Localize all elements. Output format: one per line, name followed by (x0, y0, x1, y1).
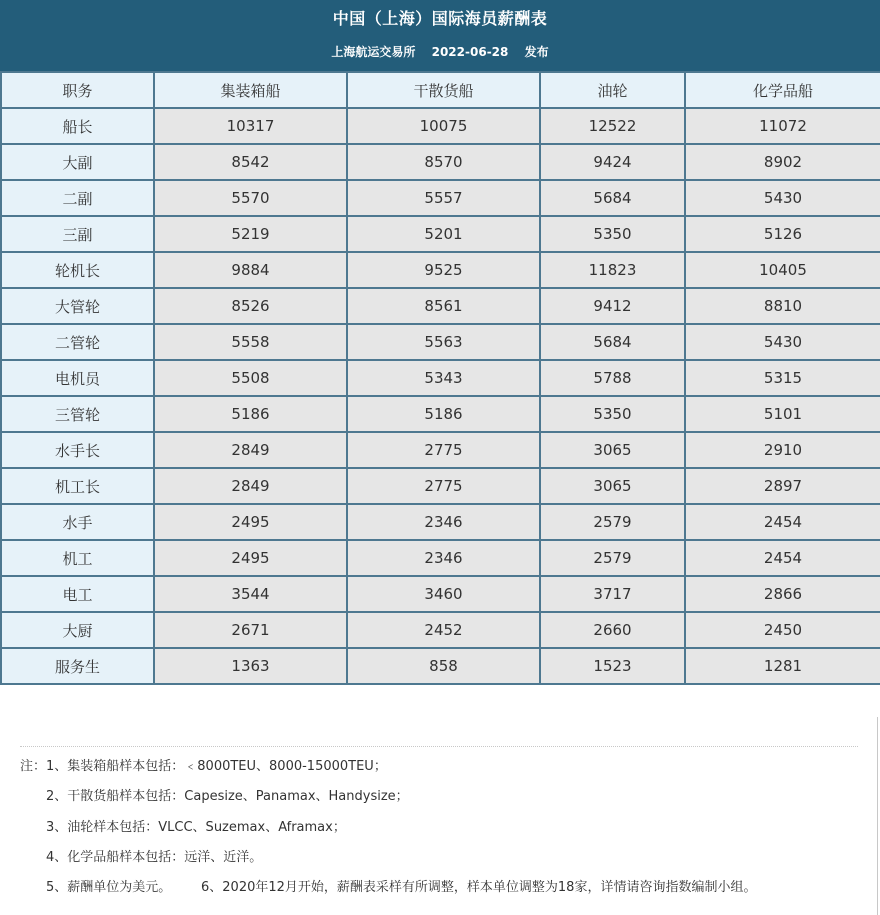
salary-cell: 2346 (347, 504, 540, 540)
table-row (1, 180, 880, 216)
salary-cell: 5684 (540, 324, 685, 360)
salary-cell: 5557 (347, 180, 540, 216)
notes-section (20, 746, 858, 895)
salary-cell: 8810 (685, 288, 880, 324)
salary-cell: 12522 (540, 108, 685, 144)
page-title: 中国（上海）国际海员薪酬表 (332, 9, 548, 28)
note-2: 2、干散货船样本包括：Capesize、Panamax、Handysize； (46, 789, 409, 804)
salary-cell: 10075 (347, 108, 540, 144)
salary-cell: 2454 (685, 504, 880, 540)
salary-cell: 5219 (154, 216, 347, 252)
salary-cell: 2452 (347, 612, 540, 648)
table-row (1, 144, 880, 180)
salary-cell: 2660 (540, 612, 685, 648)
salary-cell: 2579 (540, 504, 685, 540)
salary-cell: 1281 (685, 648, 880, 684)
column-header-role: 职务 (1, 72, 154, 108)
salary-cell: 11823 (540, 252, 685, 288)
salary-cell: 2671 (154, 612, 347, 648)
role-cell: 电工 (1, 576, 154, 612)
table-row (1, 504, 880, 540)
salary-cell: 5350 (540, 216, 685, 252)
salary-cell: 5186 (347, 396, 540, 432)
salary-cell: 9884 (154, 252, 347, 288)
salary-cell: 9424 (540, 144, 685, 180)
salary-cell: 8561 (347, 288, 540, 324)
table-row (1, 216, 880, 252)
column-header-chemical-tanker: 化学品船 (685, 72, 880, 108)
salary-cell: 5788 (540, 360, 685, 396)
table-row (1, 468, 880, 504)
publish-word: 发布 (524, 45, 549, 59)
role-cell: 二副 (1, 180, 154, 216)
table-row (1, 396, 880, 432)
salary-cell: 5101 (685, 396, 880, 432)
role-cell: 水手 (1, 504, 154, 540)
table-row (1, 576, 880, 612)
salary-cell: 5430 (685, 180, 880, 216)
salary-cell: 2346 (347, 540, 540, 576)
table-row (1, 108, 880, 144)
salary-cell: 8526 (154, 288, 347, 324)
role-cell: 三副 (1, 216, 154, 252)
table-row (1, 540, 880, 576)
salary-cell: 9412 (540, 288, 685, 324)
role-cell: 三管轮 (1, 396, 154, 432)
salary-cell: 5684 (540, 180, 685, 216)
table-row (1, 612, 880, 648)
table-row (1, 252, 880, 288)
salary-cell: 5570 (154, 180, 347, 216)
salary-cell: 5186 (154, 396, 347, 432)
salary-cell: 2866 (685, 576, 880, 612)
note-1: 注：1、集装箱船样本包括：﹤8000TEU、8000-15000TEU； (20, 759, 387, 774)
salary-cell: 3460 (347, 576, 540, 612)
role-cell: 船长 (1, 108, 154, 144)
salary-cell: 2775 (347, 468, 540, 504)
salary-cell: 5126 (685, 216, 880, 252)
salary-cell: 11072 (685, 108, 880, 144)
table-body (1, 108, 880, 684)
column-header-container-ship: 集装箱船 (154, 72, 347, 108)
salary-cell: 8902 (685, 144, 880, 180)
salary-cell: 2897 (685, 468, 880, 504)
note-5: 5、薪酬单位为美元。 (46, 880, 172, 895)
salary-cell: 10317 (154, 108, 347, 144)
salary-cell: 1363 (154, 648, 347, 684)
role-cell: 水手长 (1, 432, 154, 468)
salary-cell: 8570 (347, 144, 540, 180)
role-cell: 轮机长 (1, 252, 154, 288)
note-6: 6、2020年12月开始，薪酬表采样有所调整，样本单位调整为18家，详情请咨询指数编制小组。 (201, 880, 757, 895)
salary-cell: 2849 (154, 432, 347, 468)
salary-cell: 3065 (540, 432, 685, 468)
salary-cell: 5343 (347, 360, 540, 396)
salary-cell: 2579 (540, 540, 685, 576)
salary-cell: 5563 (347, 324, 540, 360)
salary-cell: 10405 (685, 252, 880, 288)
publisher: 上海航运交易所 (331, 45, 416, 59)
salary-cell: 2775 (347, 432, 540, 468)
salary-cell: 2495 (154, 540, 347, 576)
salary-cell: 2450 (685, 612, 880, 648)
note-4: 4、化学品船样本包括：远洋、近洋。 (46, 850, 263, 865)
salary-cell: 5558 (154, 324, 347, 360)
salary-cell: 5508 (154, 360, 347, 396)
salary-cell: 2910 (685, 432, 880, 468)
salary-cell: 9525 (347, 252, 540, 288)
salary-cell: 2454 (685, 540, 880, 576)
table-header-row (1, 72, 880, 108)
salary-table (0, 71, 880, 685)
divider (877, 717, 878, 915)
role-cell: 大厨 (1, 612, 154, 648)
salary-cell: 1523 (540, 648, 685, 684)
table-row (1, 432, 880, 468)
salary-cell: 858 (347, 648, 540, 684)
role-cell: 大管轮 (1, 288, 154, 324)
role-cell: 大副 (1, 144, 154, 180)
column-header-oil-tanker: 油轮 (540, 72, 685, 108)
table-row (1, 288, 880, 324)
publish-date: 2022-06-28 (431, 45, 509, 59)
salary-cell: 5315 (685, 360, 880, 396)
salary-cell: 5350 (540, 396, 685, 432)
table-row (1, 360, 880, 396)
note-3: 3、油轮样本包括：VLCC、Suzemax、Aframax； (46, 820, 346, 835)
salary-cell: 3065 (540, 468, 685, 504)
role-cell: 服务生 (1, 648, 154, 684)
publish-info (0, 43, 880, 60)
role-cell: 电机员 (1, 360, 154, 396)
salary-cell: 3544 (154, 576, 347, 612)
role-cell: 机工 (1, 540, 154, 576)
column-header-bulk-carrier: 干散货船 (347, 72, 540, 108)
salary-cell: 5201 (347, 216, 540, 252)
salary-cell: 3717 (540, 576, 685, 612)
salary-cell: 2849 (154, 468, 347, 504)
table-row (1, 324, 880, 360)
table-row (1, 648, 880, 684)
role-cell: 机工长 (1, 468, 154, 504)
role-cell: 二管轮 (1, 324, 154, 360)
salary-cell: 8542 (154, 144, 347, 180)
table-header-banner (0, 0, 880, 71)
salary-cell: 2495 (154, 504, 347, 540)
salary-cell: 5430 (685, 324, 880, 360)
